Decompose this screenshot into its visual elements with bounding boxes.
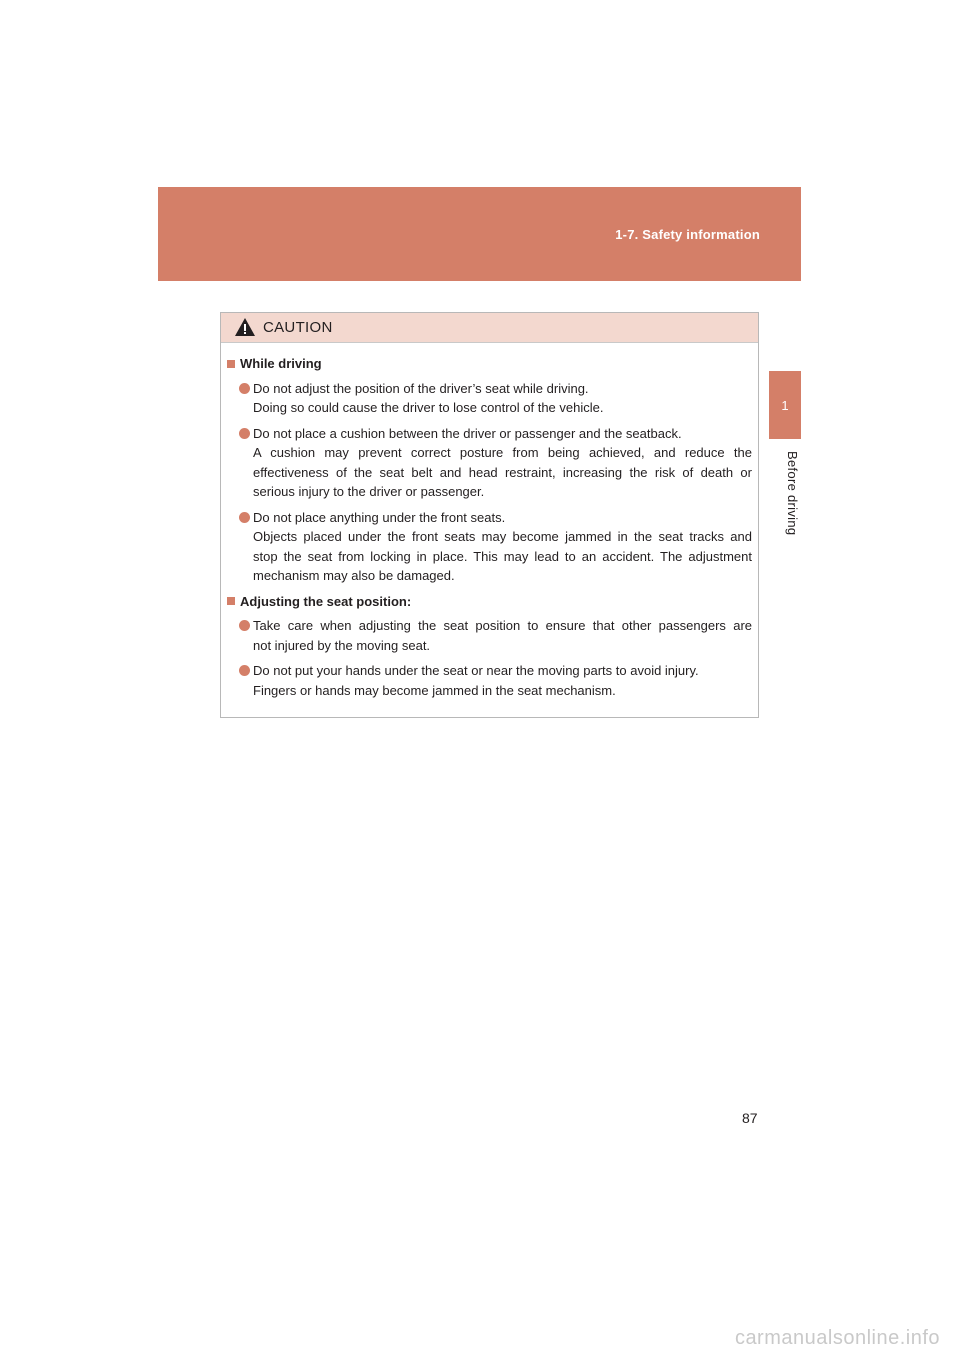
- bullet-line: Do not adjust the position of the driver’s seat while driving.: [253, 380, 589, 396]
- circle-bullet-icon: [239, 512, 250, 523]
- circle-bullet-icon: [239, 383, 250, 394]
- square-bullet-icon: [227, 360, 235, 368]
- list-item: [227, 616, 752, 655]
- bullet-line: Doing so could cause the driver to lose control of the vehicle.: [253, 400, 604, 415]
- bullet-line: Objects placed under the front seats may become jammed in the seat tracks and: [253, 529, 752, 544]
- chapter-side-tab: [769, 371, 801, 439]
- bullet-line: Do not place a cushion between the driver or passenger and the seatback.: [253, 425, 682, 441]
- caution-title: CAUTION: [263, 319, 333, 336]
- caution-box: [220, 312, 759, 718]
- list-item: [227, 508, 752, 586]
- bullet-line: effectiveness of the seat belt and head restraint, increasing the risk of death or: [253, 464, 752, 480]
- caution-body: [221, 343, 758, 700]
- bullet-line: Fingers or hands may become jammed in the seat mechanism.: [253, 682, 616, 698]
- bullet-line: Take care when adjusting the seat position to ensure that other passengers are: [253, 618, 752, 633]
- bullet-line: mechanism may also be damaged.: [253, 568, 455, 583]
- page-number: 87: [742, 1110, 758, 1126]
- circle-bullet-icon: [239, 428, 250, 439]
- chapter-side-label: Before driving: [785, 451, 800, 536]
- section-heading-text: While driving: [240, 356, 322, 371]
- bullet-line: Do not place anything under the front seats.: [253, 509, 506, 525]
- chapter-number: 1: [781, 397, 789, 413]
- list-item: [227, 424, 752, 502]
- caution-header: [221, 313, 758, 343]
- chapter-header-band: [158, 187, 801, 281]
- warning-triangle-icon: [234, 317, 256, 337]
- circle-bullet-icon: [239, 665, 250, 676]
- list-item: [227, 661, 752, 700]
- watermark: carmanualsonline.info: [734, 1327, 940, 1349]
- square-bullet-icon: [227, 597, 235, 605]
- section-heading-adjusting-seat: [227, 592, 752, 612]
- section-title: 1-7. Safety information: [615, 227, 760, 242]
- list-item: [227, 379, 752, 418]
- section-heading-while-driving: [227, 354, 752, 374]
- section-heading-text: Adjusting the seat position:: [240, 593, 412, 609]
- bullet-line: stop the seat from locking in place. This may lead to an accident. The adjustment: [253, 548, 752, 564]
- circle-bullet-icon: [239, 620, 250, 631]
- bullet-line: A cushion may prevent correct posture from being achieved, and reduce the: [253, 445, 752, 460]
- bullet-line: Do not put your hands under the seat or near the moving parts to avoid injury.: [253, 663, 699, 678]
- bullet-line: not injured by the moving seat.: [253, 637, 431, 653]
- bullet-line: serious injury to the driver or passenger.: [253, 484, 485, 499]
